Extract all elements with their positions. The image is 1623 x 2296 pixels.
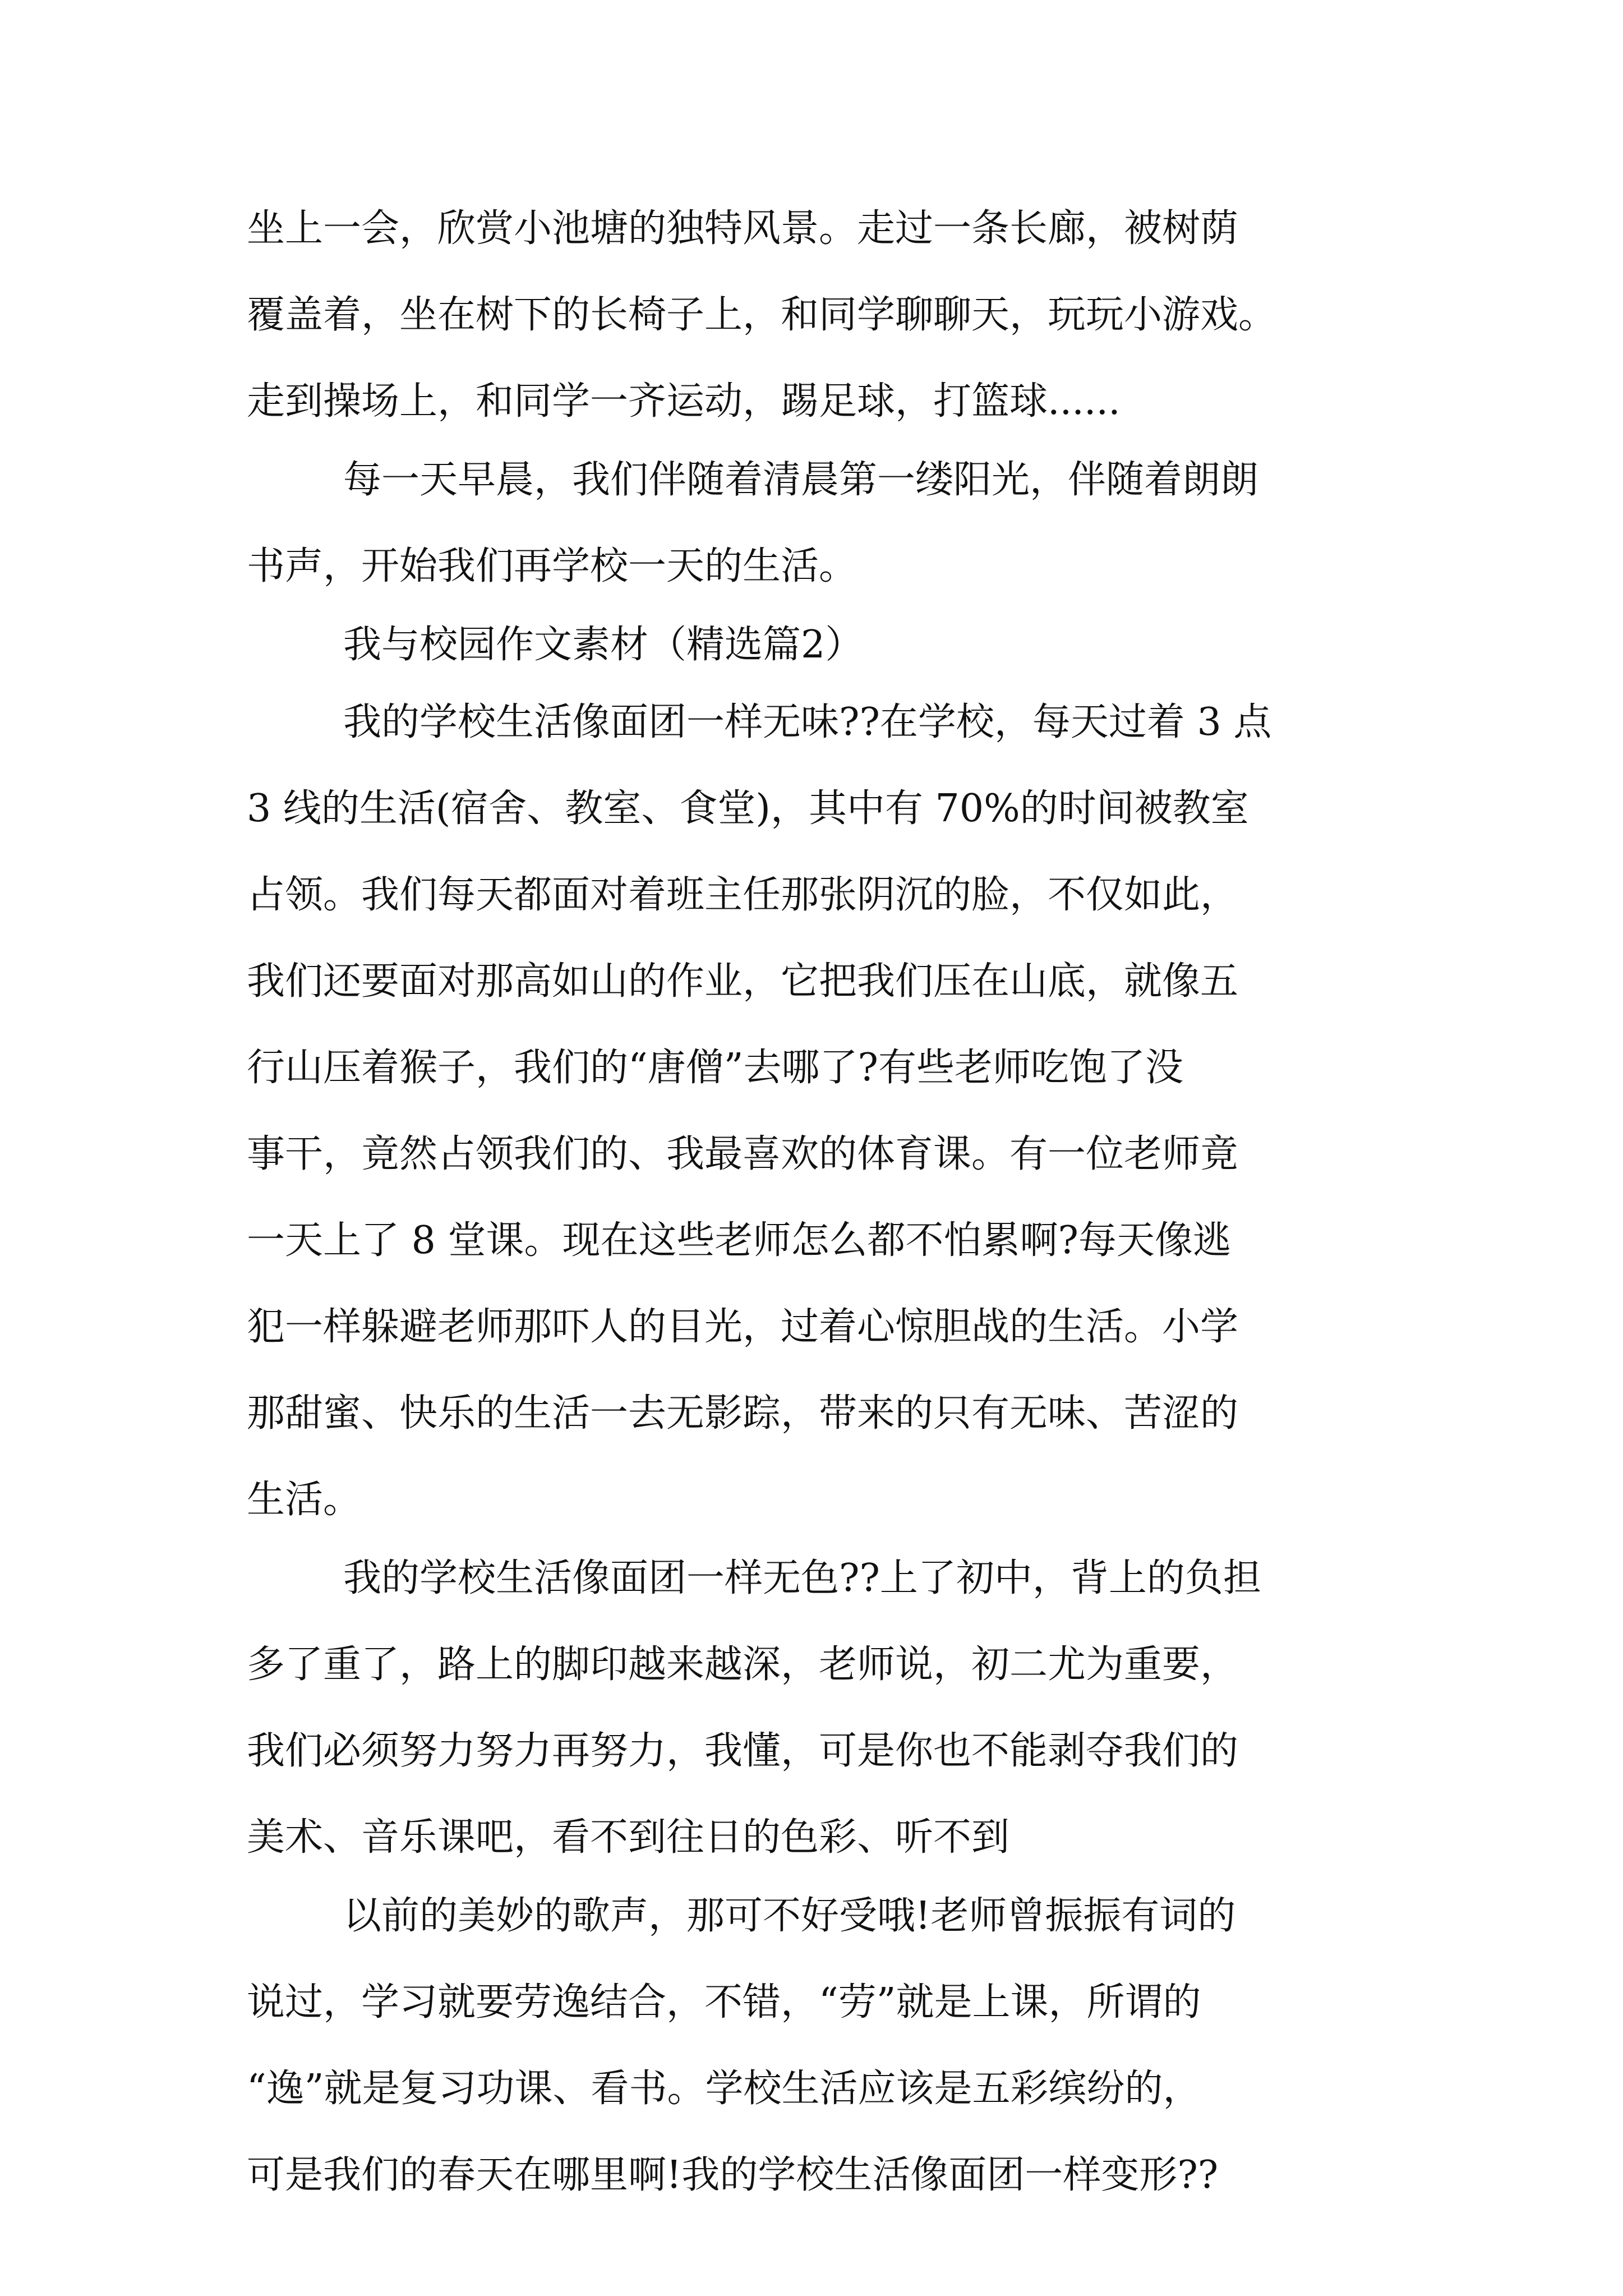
- text-line-23: “逸”就是复习功课、看书。学校生活应该是五彩缤纷的，: [247, 2067, 1201, 2111]
- text-line-12: 事干，竟然占领我们的、我最喜欢的体育课。有一位老师竟: [247, 1132, 1239, 1176]
- text-line-2: 覆盖着，坐在树下的长椅子上，和同学聊聊天，玩玩小游戏。: [247, 293, 1277, 337]
- text-line-9: 占领。我们每天都面对着班主任那张阴沉的脸，不仅如此，: [247, 873, 1239, 917]
- text-line-10: 我们还要面对那高如山的作业，它把我们压在山底，就像五: [247, 959, 1239, 1004]
- text-line-8: 3 线的生活(宿舍、教室、食堂)，其中有 70%的时间被教室: [247, 786, 1249, 831]
- text-line-16: 生活。: [247, 1478, 362, 1522]
- text-line-22: 说过，学习就要劳逸结合，不错，“劳”就是上课，所谓的: [247, 1980, 1201, 2024]
- text-line-13: 一天上了 8 堂课。现在这些老师怎么都不怕累啊?每天像逃: [247, 1218, 1231, 1263]
- text-line-19: 我们必须努力努力再努力，我懂，可是你也不能剥夺我们的: [247, 1729, 1239, 1773]
- text-line-7: 我的学校生活像面团一样无味??在学校，每天过着 3 点: [343, 700, 1272, 744]
- text-line-20: 美术、音乐课吧，看不到往日的色彩、听不到: [247, 1815, 1010, 1860]
- text-line-17: 我的学校生活像面团一样无色??上了初中，背上的负担: [343, 1556, 1261, 1600]
- text-line-4: 每一天早晨，我们伴随着清晨第一缕阳光，伴随着朗朗: [343, 458, 1259, 502]
- text-line-21: 以前的美妙的歌声，那可不好受哦!老师曾振振有词的: [343, 1894, 1236, 1938]
- text-line-1: 坐上一会，欣赏小池塘的独特风景。走过一条长廊，被树荫: [247, 206, 1239, 251]
- section-heading: 我与校园作文素材（精选篇2）: [343, 623, 864, 667]
- text-line-14: 犯一样躲避老师那吓人的目光，过着心惊胆战的生活。小学: [247, 1305, 1239, 1349]
- text-line-5: 书声，开始我们再学校一天的生活。: [247, 544, 857, 588]
- text-line-15: 那甜蜜、快乐的生活一去无影踪，带来的只有无味、苦涩的: [247, 1391, 1239, 1435]
- text-line-3: 走到操场上，和同学一齐运动，踢足球，打篮球......: [247, 379, 1121, 424]
- text-line-24: 可是我们的春天在哪里啊!我的学校生活像面团一样变形??: [247, 2153, 1219, 2197]
- text-line-11: 行山压着猴子，我们的“唐僧”去哪了?有些老师吃饱了没: [247, 1046, 1183, 1090]
- text-line-18: 多了重了，路上的脚印越来越深，老师说，初二尤为重要，: [247, 1642, 1239, 1687]
